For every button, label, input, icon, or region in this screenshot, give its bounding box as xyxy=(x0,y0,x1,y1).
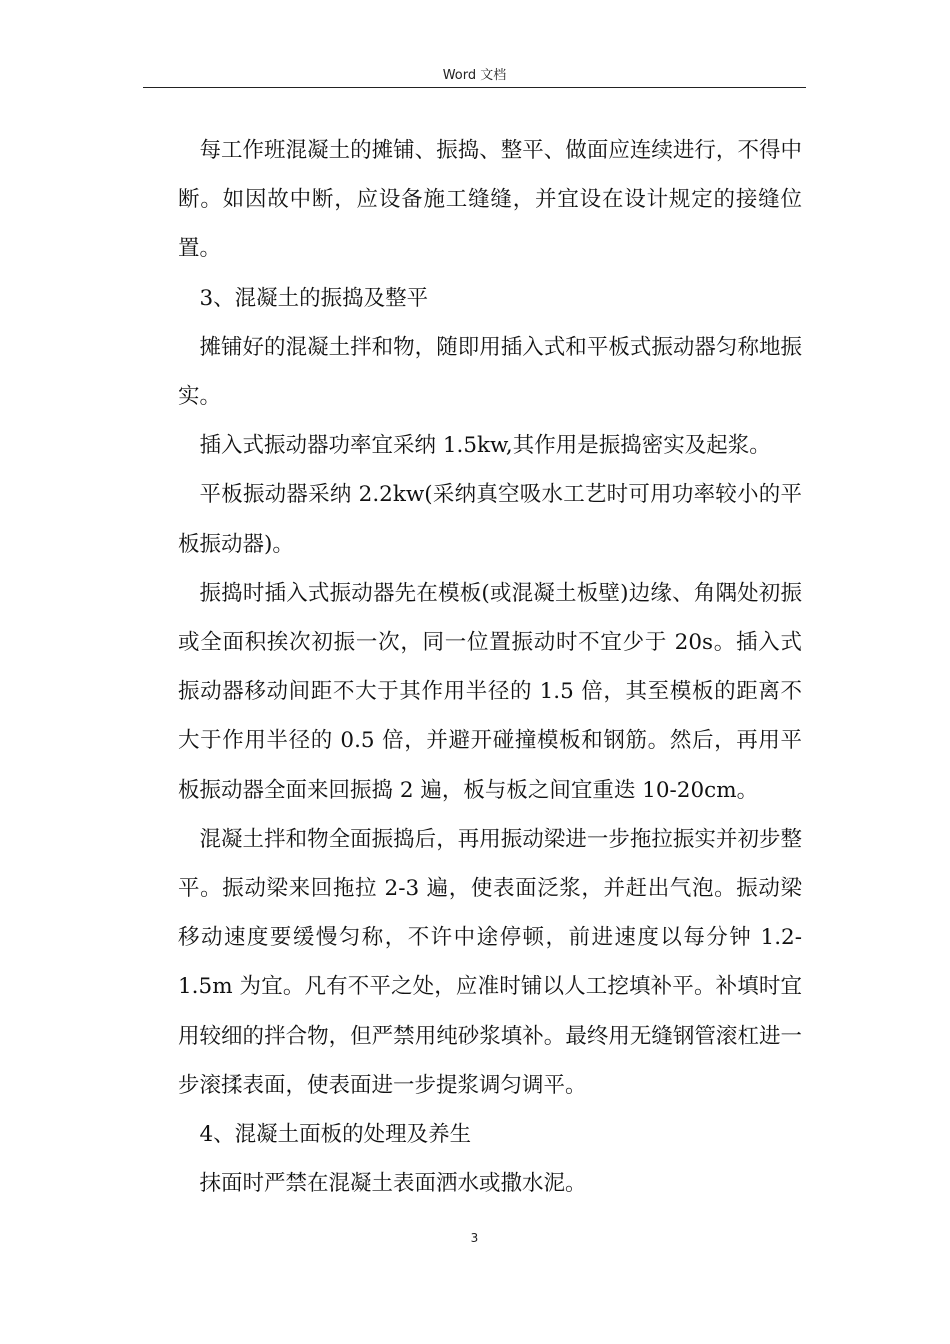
document-body xyxy=(178,126,802,1208)
page-number: 3 xyxy=(470,1231,479,1245)
paragraph: 平板振动器采纳 2.2kw(采纳真空吸水工艺时可用功率较小的平板振动器)。 xyxy=(178,482,802,557)
paragraph: 抹面时严禁在混凝土表面洒水或撒水泥。 xyxy=(199,1171,587,1197)
section-heading: 4、混凝土面板的处理及养生 xyxy=(199,1122,472,1148)
paragraph: 摊铺好的混凝土拌和物，随即用插入式和平板式振动器匀称地振实。 xyxy=(178,334,802,410)
paragraph: 每工作班混凝土的摊铺、振捣、整平、做面应连续进行，不得中断。如因故中断，应设备施工缝缝，并宜设在设计规定的接缝位置。 xyxy=(178,138,802,262)
paragraph: 混凝土拌和物全面振捣后，再用振动梁进一步拖拉振实并初步整平。振动梁来回拖拉 2-3 遍，使表面泛浆，并赶出气泡。振动梁移动速度要缓慢匀称，不许中途停顿，前进速度以每分钟 1.2-1.5m 为宜。凡有不平之处，应准时铺以人工挖填补平。补填时宜用较细的拌合物，但严禁用纯砂浆填补。最终用无缝钢管滚杠进一步滚揉表面，使表面进一步提浆调匀调平。 xyxy=(178,826,802,1098)
page-header: Word 文档 xyxy=(442,68,507,83)
paragraph: 插入式振动器功率宜采纳 1.5kw,其作用是振捣密实及起浆。 xyxy=(199,433,771,459)
section-heading: 3、混凝土的振捣及整平 xyxy=(199,285,429,311)
header-divider xyxy=(143,87,806,88)
paragraph: 振捣时插入式振动器先在模板(或混凝土板壁)边缘、角隅处初振或全面积挨次初振一次，同一位置振动时不宜少于 20s。插入式振动器移动间距不大于其作用半径的 1.5 倍，其至模板的距离不大于作用半径的 0.5 倍，并避开碰撞模板和钢筋。然后，再用平板振动器全面来回振捣 2 遍，板与板之间宜重迭 10-20cm。 xyxy=(178,580,802,803)
